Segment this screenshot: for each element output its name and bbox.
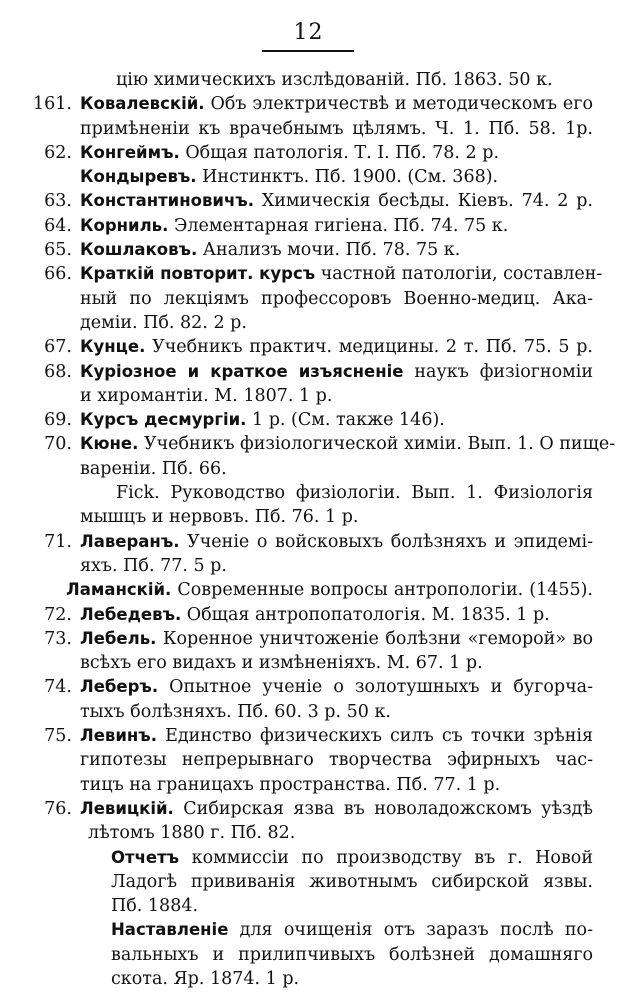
line-text [116,481,593,505]
entry-number: 75. [44,726,72,747]
entry-number: 64. [44,215,72,236]
line-text [80,603,593,627]
text-line [0,141,617,165]
line-text [80,311,593,335]
line-text [80,530,593,554]
entry-number: 161. [33,94,72,115]
entry-text: Общая антропопатологія. М. 1835. 1 р. [181,604,550,625]
line-text [80,384,593,408]
entry-text: Ученіе о войсковыхъ болѣзняхъ и эпидемі- [179,531,593,552]
entry-heading: Корниль. [80,215,169,235]
entry-text: Общая патологія. Т. I. Пб. 78. 2 р. [179,142,500,163]
text-line [0,117,617,141]
text-line [0,943,617,967]
text-line [0,287,617,311]
entry-text: Химическія бесѣды. Кіевъ. 74. 2 р. [253,191,593,212]
entry-number: 62. [44,142,72,163]
line-text [80,773,593,797]
text-line [0,797,617,821]
text-line [0,505,617,529]
entry-text: яхъ. Пб. 77. 5 р. [80,555,227,576]
line-text [80,165,593,189]
entry-heading: Ламанскій. [66,580,172,600]
line-text [111,918,593,942]
entry-heading: Отчетъ [111,847,180,867]
bibliography-list [0,68,617,991]
line-text [111,846,593,870]
line-text [80,360,593,384]
text-line [0,238,617,262]
text-line [0,457,617,481]
entry-heading: Лебедевъ. [80,604,182,624]
line-text [80,700,593,724]
entry-heading: Кюне. [80,434,139,454]
entry-number: 70. [44,434,72,455]
entry-text: коммиссіи по производству въ г. Новой [179,847,593,868]
entry-number: 69. [44,410,72,431]
line-text [111,967,593,991]
entry-number: 76. [44,798,72,819]
line-text [80,262,603,286]
line-text [80,505,593,529]
text-line [0,894,617,918]
line-text [80,287,593,311]
entry-heading: Лебель. [80,628,157,648]
text-line [0,189,617,213]
entry-heading: Ковалевскій. [80,94,205,114]
entry-heading: Наставленіе [111,920,229,940]
entry-heading: Конгеймъ. [80,142,180,162]
text-line [0,651,617,675]
entry-heading: Лаверанъ. [80,531,180,551]
entry-text: Элементарная гигіена. Пб. 74. 75 к. [168,215,509,236]
entry-number: 71. [44,531,72,552]
entry-number: 66. [44,264,72,285]
entry-text: деміи. Пб. 82. 2 р. [80,312,247,333]
text-line [0,918,617,942]
line-text [80,335,593,359]
line-text [66,578,593,602]
entry-text: Ладогѣ прививанія животнымъ сибирской язвы. [111,871,593,892]
page-number: 12 [293,20,324,45]
text-line [0,554,617,578]
line-text [80,748,593,772]
entry-text: Опытное ученіе о золотушныхъ и бугорча- [158,677,593,698]
entry-text: Коренное уничтоженіе болѣзни «геморой» во [156,628,593,649]
line-text [80,189,593,213]
entry-text: Единство физическихъ силъ съ точки зрѣнія [156,726,593,747]
text-line [0,627,617,651]
line-text [80,408,593,432]
entry-number: 73. [44,628,72,649]
entry-text: и хиромантіи. М. 1807. 1 р. [80,385,333,406]
entry-heading: Куріозное и краткое изъясненіе [80,361,404,381]
text-line [0,408,617,432]
text-line [0,214,617,238]
text-line [0,700,617,724]
line-text [80,651,593,675]
text-line [0,724,617,748]
entry-heading: Константиновичъ. [80,191,254,211]
entry-text: лѣтомъ 1880 г. Пб. 82. [88,823,296,844]
text-line [0,432,617,456]
line-text [80,627,593,651]
line-text [80,724,593,748]
text-line [0,603,617,627]
entry-text: мышцъ и нервовъ. Пб. 76. 1 р. [80,507,359,528]
entry-text: Современные вопросы антропологіи. (1455). [171,580,593,601]
text-line [0,675,617,699]
text-line [0,870,617,894]
entry-heading: Краткій повторит. курсъ [80,264,316,284]
line-text [80,432,616,456]
entry-number: 74. [44,677,72,698]
text-line [0,68,617,92]
text-line [0,384,617,408]
entry-text: ный по лекціямъ профессоровъ Военно-медиц. Ака- [80,288,593,309]
entry-text: 1 р. (См. также 146). [246,410,445,431]
text-line [0,335,617,359]
entry-number: 72. [44,604,72,625]
text-line [0,311,617,335]
line-text [80,675,593,699]
line-text [88,821,593,845]
entry-heading: Кондыревъ. [80,167,197,187]
line-text [80,92,593,116]
entry-text: примѣненіи къ врачебнымъ цѣлямъ. Ч. 1. Пб. 58. 1р. [80,118,593,139]
text-line [0,530,617,554]
line-text [111,894,593,918]
entry-text: Объ электричествѣ и методическомъ его [204,94,593,115]
entry-text: Пб. 1884. [111,896,199,917]
entry-heading: Леберъ. [80,677,159,697]
text-line [0,481,617,505]
line-text [80,554,593,578]
line-text [80,117,593,141]
entry-text: тицъ на границахъ пространства. Пб. 77. 1 р. [80,774,501,795]
entry-number: 68. [44,361,72,382]
entry-text: скота. Яр. 1874. 1 р. [111,968,300,989]
line-text [80,214,593,238]
entry-text: для очищенія отъ заразъ послѣ по- [228,920,593,941]
line-text [116,68,593,92]
entry-text: гипотезы непрерывнаго творчества эфирныхъ час- [80,750,593,771]
entry-text: цію химическихъ изслѣдованій. Пб. 1863. 50 к. [116,70,553,90]
line-text [80,141,593,165]
entry-text: Учебникъ физіологической химіи. Вып. 1. О пище- [138,434,616,455]
entry-text: частной патологіи, составлен- [315,264,603,285]
entry-number: 65. [44,240,72,261]
entry-heading: Кунце. [80,337,146,357]
entry-text: Fick. Руководство физіологіи. Вып. 1. Физіологія [116,483,593,504]
entry-text: наукъ физіогноміи [403,361,594,382]
text-line [0,846,617,870]
line-text [80,457,593,481]
entry-text: Анализъ мочи. Пб. 78. 75 к. [197,240,461,261]
entry-text: вареніи. Пб. 66. [80,458,227,479]
entry-heading: Курсъ десмургіи. [80,410,247,430]
text-line [0,748,617,772]
entry-heading: Левинъ. [80,726,157,746]
text-line [0,262,617,286]
entry-number: 67. [44,337,72,358]
entry-heading: Левицкій. [80,798,174,818]
entry-text: тыхъ болѣзняхъ. Пб. 60. 3 р. 50 к. [80,701,391,722]
entry-text: Сибирская язва въ новоладожскомъ уѣздѣ [173,798,593,819]
line-text [80,238,593,262]
text-line [0,165,617,189]
header-rule [262,50,354,52]
line-text [111,870,593,894]
entry-number: 63. [44,191,72,212]
text-line [0,967,617,991]
text-line [0,821,617,845]
text-line [0,578,617,602]
entry-text: всѣхъ его видахъ и измѣненіяхъ. М. 67. 1 р. [80,653,483,674]
line-text [80,797,593,821]
text-line [0,360,617,384]
text-line [0,92,617,116]
text-line [0,773,617,797]
entry-text: вальныхъ и прилипчивыхъ болѣзней домашняго [111,944,593,965]
entry-text: Учебникъ практич. медицины. 2 т. Пб. 75. 5 р. [145,337,593,358]
entry-text: Инстинктъ. Пб. 1900. (См. 368). [196,167,499,188]
line-text [111,943,593,967]
entry-heading: Кошлаковъ. [80,240,198,260]
